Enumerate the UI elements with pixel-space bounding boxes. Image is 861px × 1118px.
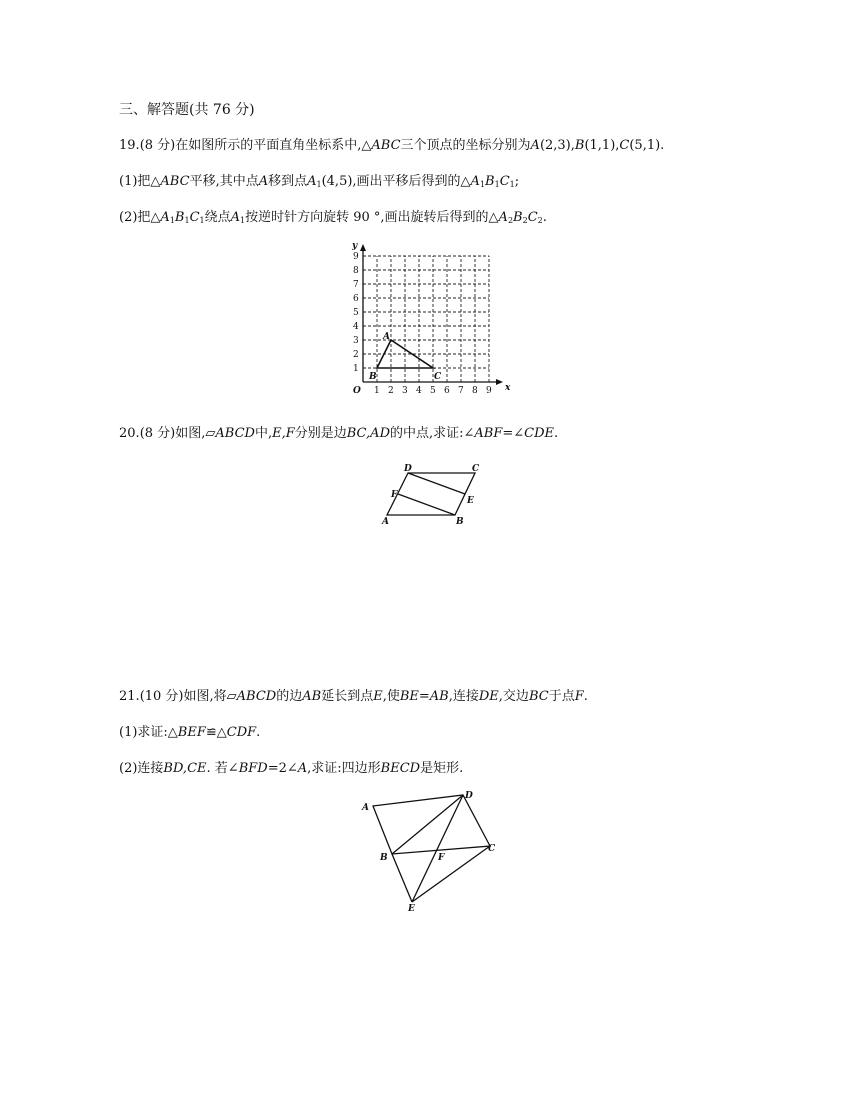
- q21-angle-a: A: [297, 761, 308, 776]
- q21-number: 21.: [119, 689, 140, 704]
- q19-number: 19.: [119, 138, 140, 153]
- q19-part2-tri2: A: [498, 210, 508, 225]
- x-axis-arrow-icon: [496, 379, 503, 385]
- q21-stem: [119, 689, 588, 705]
- segment-de: [408, 473, 465, 494]
- q19-part1-tri: C: [499, 174, 510, 189]
- q21-quad-becd: BECD: [380, 761, 421, 776]
- q19-text: 在如图所示的平面直角坐标系中,△: [175, 138, 372, 153]
- q20-text: =∠: [502, 426, 525, 441]
- q21-part2-text: (2)连接: [119, 761, 164, 776]
- q21-score: (10 分): [139, 689, 184, 704]
- q21-part1-text: ≌△: [205, 725, 227, 740]
- q21-segment-de: DE: [478, 689, 499, 704]
- q21-angle-bfd: BFD: [238, 761, 268, 776]
- fig20-label-f: F: [391, 490, 398, 500]
- fig20-label-a: A: [382, 517, 389, 527]
- q21-part2-text: . 若∠: [206, 761, 239, 776]
- x-tick-label: 2: [388, 386, 394, 396]
- q19-part1-text: (4,5),画出平移后得到的△: [321, 174, 471, 189]
- grid-label-b: B: [369, 372, 377, 382]
- q21-part1-text: (1)求证:△: [119, 725, 178, 740]
- q19-part2-tri: C: [189, 210, 200, 225]
- y-tick-label: 4: [353, 322, 359, 332]
- q21-part1-text: .: [256, 725, 261, 740]
- q20-number: 20.: [119, 426, 140, 441]
- subscript: 1: [316, 180, 322, 189]
- q21-part2-text: ,求证:四边形: [307, 761, 381, 776]
- q19-part1-text: 移到点: [268, 174, 308, 189]
- subscript: 2: [522, 216, 528, 225]
- q20-angle-cde: CDE: [524, 426, 555, 441]
- q19-coord-b: (1,1),: [584, 138, 620, 153]
- q21-text: 的边: [276, 689, 303, 704]
- q21-text: ,连接: [448, 689, 479, 704]
- subscript: 1: [240, 216, 246, 225]
- q21-point-f: F: [574, 689, 584, 704]
- y-tick-label: 1: [353, 364, 359, 374]
- origin-label: O: [353, 386, 361, 396]
- x-tick-labels: [374, 386, 492, 396]
- q19-part2-tri2: B: [513, 210, 523, 225]
- q19-part2-text: 按逆时针方向旋转 90 °,画出旋转后得到的△: [245, 210, 499, 225]
- y-tick-label: 9: [353, 252, 359, 262]
- q21-text: 如图,将▱: [183, 689, 237, 704]
- q20-score: (8 分): [139, 426, 176, 441]
- subscript: 2: [507, 216, 514, 225]
- q20-text: .: [554, 426, 559, 441]
- q21-text: ,交边: [498, 689, 529, 704]
- y-tick-label: 7: [353, 280, 359, 290]
- q19-part1-text: 平移,其中点: [189, 174, 259, 189]
- q20-angle-abf: ABF: [474, 426, 503, 441]
- q19-triangle-abc: ABC: [371, 138, 401, 153]
- q19-part2-tri: A: [160, 210, 170, 225]
- q19-point-b: B: [574, 138, 585, 153]
- x-tick-label: 6: [444, 386, 450, 396]
- x-tick-label: 1: [374, 386, 380, 396]
- grid-label-c: C: [434, 372, 442, 382]
- subscript: 1: [509, 180, 515, 189]
- y-tick-label: 3: [353, 336, 359, 346]
- q21-point-e: E: [373, 689, 383, 704]
- subscript: 1: [199, 216, 205, 225]
- q21-text: 延长到点: [321, 689, 374, 704]
- q20-sides: BC,AD: [346, 426, 390, 441]
- fig20-label-c: C: [472, 464, 480, 474]
- subscript: 2: [537, 216, 543, 225]
- q21-text: .: [583, 689, 588, 704]
- q19-part1: [119, 174, 519, 193]
- subscript: 1: [494, 180, 500, 189]
- q21-part2-text: 是矩形.: [420, 761, 464, 776]
- subscript: 1: [479, 180, 486, 189]
- fig20-label-e: E: [467, 496, 474, 506]
- y-tick-label: 6: [353, 294, 359, 304]
- fig21-label-a: A: [362, 803, 369, 813]
- x-tick-label: 7: [458, 386, 464, 396]
- x-tick-label: 4: [416, 386, 422, 396]
- q21-text: 于点: [548, 689, 575, 704]
- y-axis-label: y: [352, 241, 358, 251]
- y-axis-arrow-icon: [360, 244, 366, 251]
- y-tick-label: 8: [353, 266, 359, 276]
- parallelogram-abcd: [387, 473, 475, 515]
- q21-part2-text: =2∠: [267, 761, 298, 776]
- q20-points-ef: E,F: [272, 426, 295, 441]
- q20-parallelogram: ABCD: [215, 426, 255, 441]
- q19-coord-a: (2,3),: [539, 138, 575, 153]
- q21-side-ab: AB: [302, 689, 322, 704]
- q19-part1-point: A: [258, 174, 269, 189]
- segment-bf: [398, 494, 455, 515]
- q19-part2-tri: B: [174, 210, 185, 225]
- q19-part2-text: .: [542, 210, 547, 225]
- q20-text: 分别是边: [294, 426, 347, 441]
- fig21-label-d: D: [465, 791, 473, 801]
- q19-point-a: A: [530, 138, 540, 153]
- x-tick-label: 5: [430, 386, 436, 396]
- q20-text: 中,: [254, 426, 273, 441]
- q20-text: 的中点,求证:∠: [390, 426, 475, 441]
- x-axis-label: x: [505, 383, 511, 393]
- q19-part2-point: A: [230, 210, 241, 225]
- q21-triangle-cdf: CDF: [226, 725, 257, 740]
- q21-part2: [119, 761, 463, 777]
- q21-triangle-bef: BEF: [177, 725, 206, 740]
- fig20-label-d: D: [404, 464, 412, 474]
- q19-point-c: C: [619, 138, 630, 153]
- x-tick-label: 8: [472, 386, 478, 396]
- q21-parallelogram: ABCD: [236, 689, 277, 704]
- segment-be: [392, 854, 412, 902]
- y-tick-label: 2: [353, 350, 359, 360]
- q19-score: (8 分): [139, 138, 176, 153]
- q21-be-eq-ab: BE=AB: [399, 689, 449, 704]
- q19-part2-tri2: C: [527, 210, 538, 225]
- fig21-label-b: B: [380, 853, 388, 863]
- parallelogram-abcd: [373, 795, 490, 854]
- q19-part1-text: ;: [514, 174, 520, 189]
- q19-part1-a1: A: [307, 174, 317, 189]
- fig21-label-f: F: [438, 853, 445, 863]
- y-tick-labels: [353, 252, 359, 374]
- q19-part2-text: (2)把△: [119, 210, 161, 225]
- q20-stem: [119, 426, 558, 442]
- x-tick-label: 3: [402, 386, 408, 396]
- fig21-label-c: C: [488, 844, 496, 854]
- q19-text: 三个顶点的坐标分别为: [400, 138, 531, 153]
- q19-coord-c: (5,1).: [629, 138, 665, 153]
- coordinate-grid-figure: [340, 238, 515, 400]
- section-title: 三、解答题(共 76 分): [119, 102, 255, 118]
- q19-part1-text: (1)把△: [119, 174, 161, 189]
- segment-ec: [412, 846, 490, 902]
- q21-text: ,使: [382, 689, 400, 704]
- q19-part1-abc: ABC: [160, 174, 190, 189]
- fig20-label-b: B: [456, 517, 464, 527]
- x-tick-label: 9: [486, 386, 492, 396]
- q21-part1: [119, 725, 260, 741]
- q19-part2: [119, 210, 547, 229]
- q21-side-bc: BC: [528, 689, 549, 704]
- subscript: 1: [184, 216, 190, 225]
- segment-bd: [392, 795, 463, 854]
- grid-label-a: A: [383, 332, 390, 342]
- q20-text: 如图,▱: [175, 426, 216, 441]
- q21-segments-bd-ce: BD,CE: [163, 761, 207, 776]
- subscript: 1: [169, 216, 175, 225]
- q19-part1-tri: A: [470, 174, 480, 189]
- q19-part2-text: 绕点: [204, 210, 231, 225]
- fig21-label-e: E: [408, 904, 415, 914]
- parallelogram-figure-q21: [355, 785, 505, 915]
- parallelogram-figure-q20: [378, 460, 483, 528]
- q19-stem: [119, 138, 664, 154]
- q19-part1-tri: B: [485, 174, 495, 189]
- y-tick-label: 5: [353, 308, 359, 318]
